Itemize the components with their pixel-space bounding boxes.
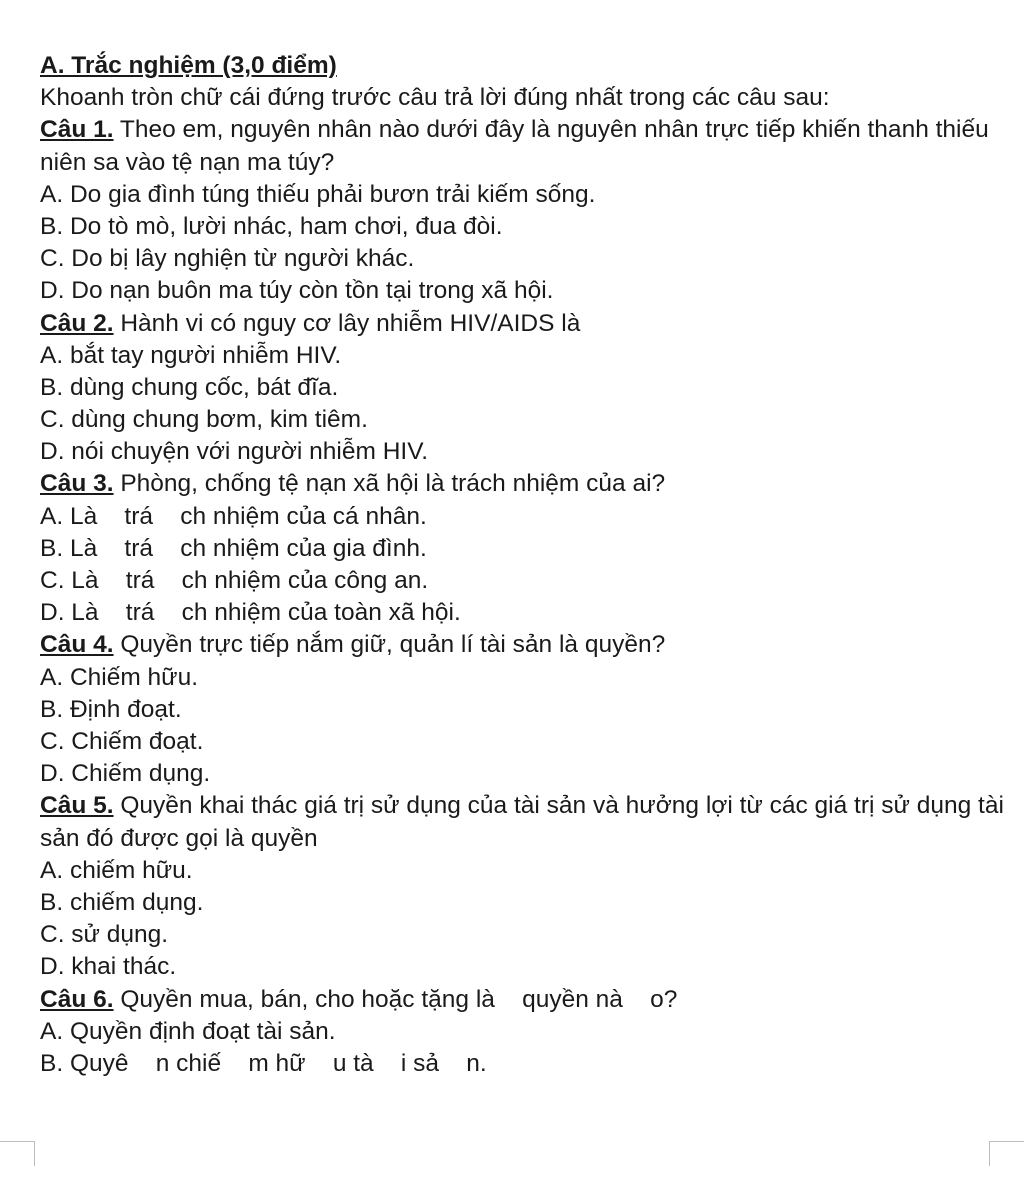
- question-3-option-c: C. Là trá ch nhiệm của công an.: [40, 567, 429, 595]
- question-5-option-b: B. chiếm dụng.: [40, 888, 204, 916]
- question-3-option-d: D. Là trá ch nhiệm của toàn xã hội.: [40, 599, 461, 627]
- instruction: Khoanh tròn chữ cái đứng trước câu trả lời đúng nhất trong các câu sau:: [40, 84, 830, 112]
- question-3-option-a: A. Là trá ch nhiệm của cá nhân.: [40, 502, 427, 530]
- question-6-stem: [40, 984, 1015, 1016]
- question-5-stem: [40, 790, 1015, 854]
- question-5-option-a: A. chiếm hữu.: [40, 856, 193, 884]
- question-3-label: Câu 3.: [40, 470, 114, 498]
- question-1-label: Câu 1.: [40, 116, 114, 144]
- section-title: A. Trắc nghiệm (3,0 điểm): [40, 52, 337, 79]
- question-2-stem: [40, 308, 1015, 340]
- question-6-label: Câu 6.: [40, 985, 114, 1013]
- question-6-text: Quyền mua, bán, cho hoặc tặng là quyền nà o?: [113, 985, 678, 1013]
- question-2-option-a: A. bắt tay người nhiễm HIV.: [40, 341, 342, 369]
- question-4-label: Câu 4.: [40, 631, 114, 659]
- question-2-option-b: B. dùng chung cốc, bát đĩa.: [40, 373, 339, 401]
- question-4-option-c: C. Chiếm đoạt.: [40, 727, 204, 755]
- question-5-label: Câu 5.: [40, 792, 114, 820]
- question-4-stem: [40, 629, 1015, 661]
- question-2-option-c: C. dùng chung bơm, kim tiêm.: [40, 406, 368, 434]
- question-3: [40, 468, 1015, 629]
- question-4-option-b: B. Định đoạt.: [40, 695, 182, 723]
- question-5-text: Quyền khai thác giá trị sử dụng của tài sản và hưởng lợi từ các giá trị sử dụng tài sản đó được gọi là quyền: [40, 792, 1004, 852]
- question-2-option-d: D. nói chuyện với người nhiễm HIV.: [40, 438, 429, 466]
- question-1: [40, 114, 1015, 307]
- question-2: [40, 308, 1015, 469]
- question-4-option-a: A. Chiếm hữu.: [40, 663, 199, 691]
- question-1-option-d: D. Do nạn buôn ma túy còn tồn tại trong xã hội.: [40, 277, 554, 305]
- question-2-label: Câu 2.: [40, 309, 114, 337]
- page-corner-mark-left: [0, 1141, 35, 1166]
- question-1-text: Theo em, nguyên nhân nào dưới đây là nguyên nhân trực tiếp khiến thanh thiếu niên sa vào tệ nạn ma túy?: [40, 116, 989, 176]
- page-corner-mark-right: [989, 1141, 1024, 1166]
- quiz-document: [40, 50, 1015, 1080]
- question-4: [40, 629, 1015, 790]
- question-1-option-b: B. Do tò mò, lười nhác, ham chơi, đua đòi.: [40, 212, 503, 240]
- question-5: [40, 790, 1015, 983]
- question-6-option-b: B. Quyê n chiế m hữ u tà i sả n.: [40, 1049, 487, 1077]
- question-1-option-a: A. Do gia đình túng thiếu phải bươn trải kiếm sống.: [40, 180, 596, 208]
- question-6-option-a: A. Quyền định đoạt tài sản.: [40, 1017, 336, 1045]
- question-5-option-c: C. sử dụng.: [40, 921, 169, 949]
- question-1-stem: [40, 114, 1015, 178]
- question-1-option-c: C. Do bị lây nghiện từ người khác.: [40, 245, 415, 273]
- question-2-text: Hành vi có nguy cơ lây nhiễm HIV/AIDS là: [113, 309, 581, 337]
- question-3-option-b: B. Là trá ch nhiệm của gia đình.: [40, 534, 427, 562]
- question-5-option-d: D. khai thác.: [40, 953, 177, 981]
- question-4-option-d: D. Chiếm dụng.: [40, 760, 211, 788]
- question-4-text: Quyền trực tiếp nắm giữ, quản lí tài sản là quyền?: [113, 631, 666, 659]
- question-3-stem: [40, 468, 1015, 500]
- question-6: [40, 984, 1015, 1081]
- question-3-text: Phòng, chống tệ nạn xã hội là trách nhiệm của ai?: [113, 470, 666, 498]
